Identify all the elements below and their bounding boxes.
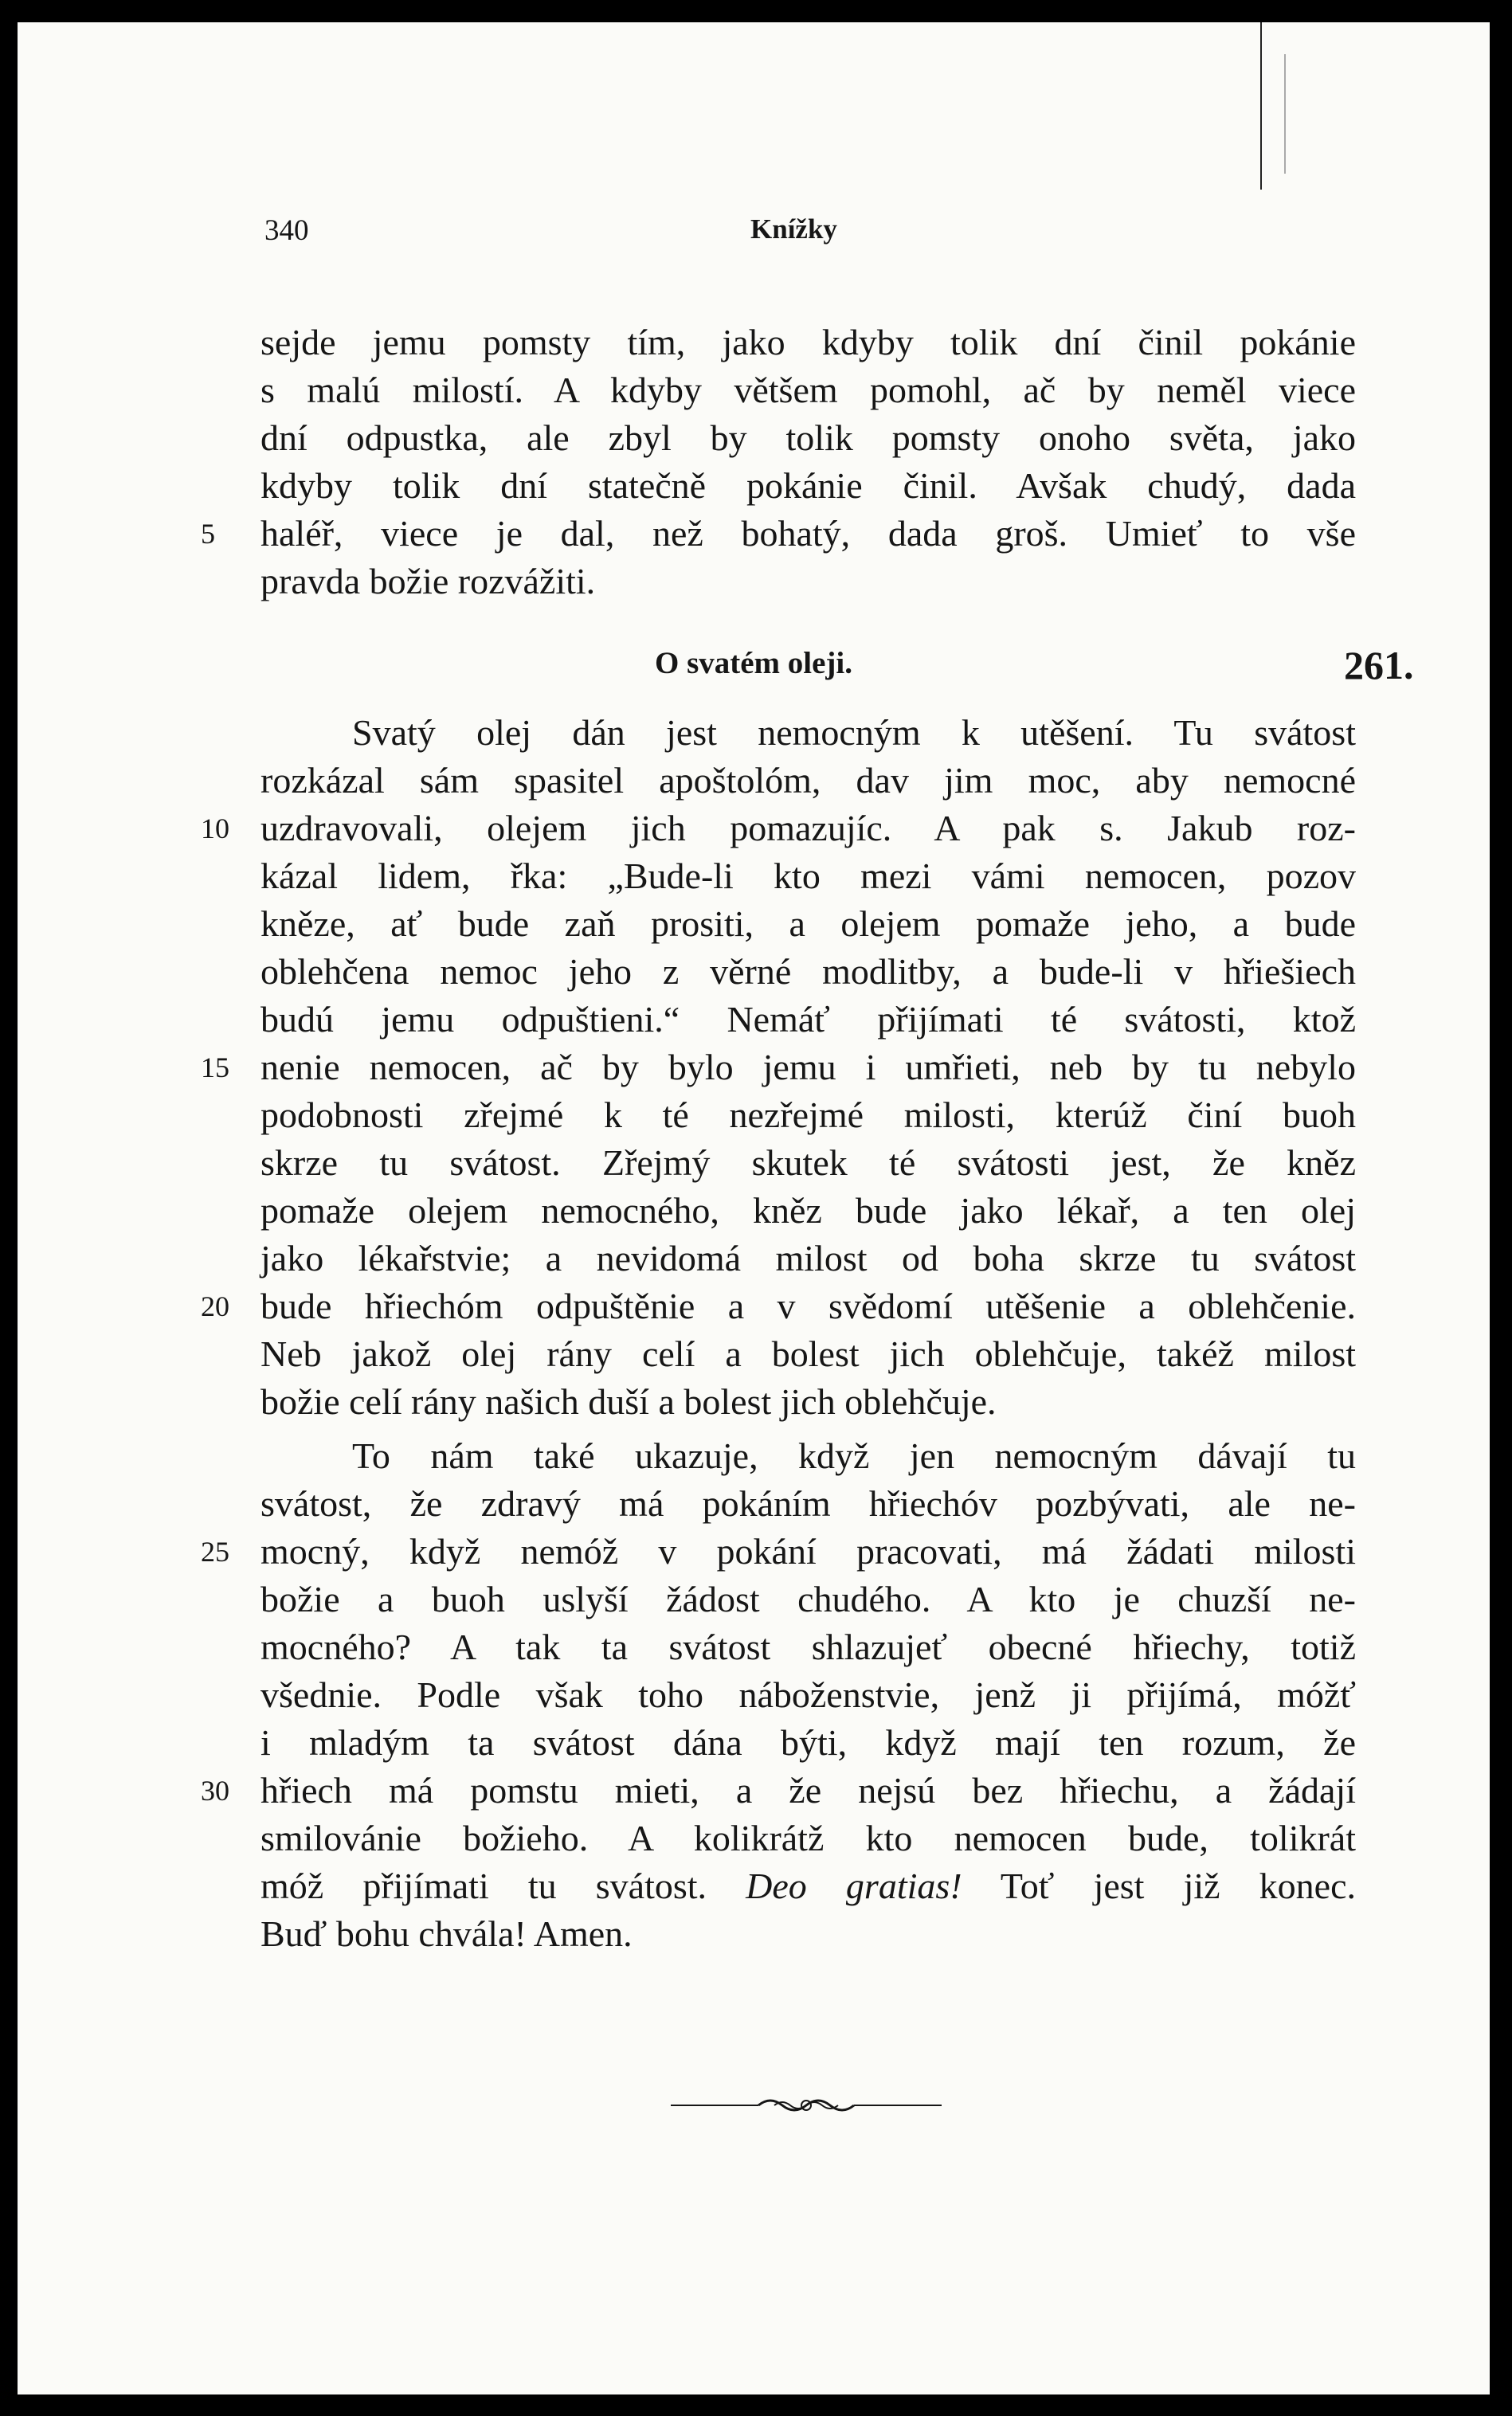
text-line: podobnosti zřejmé k té nezřejmé milosti, kterúž činí buoh (260, 1094, 1356, 1135)
vine-ornament-icon (671, 2089, 942, 2121)
text-line: Buď bohu chvála! Amen. (260, 1913, 633, 1954)
text-line: i mladým ta svátost dána býti, když mají ten rozum, že (260, 1722, 1356, 1763)
text-line: oblehčena nemoc jeho z věrné modlitby, a bude-li v hřiešiech (260, 951, 1356, 992)
text-line: kázal lidem, řka: „Bude-li kto mezi vámi nemocen, pozov (260, 856, 1356, 896)
text-line: nenie nemocen, ač by bylo jemu i umřieti, neb by tu nebylo (260, 1047, 1356, 1087)
text-line (260, 1862, 1356, 1910)
text-line: sejde jemu pomsty tím, jako kdyby tolik dní činil pokánie (260, 322, 1356, 362)
text-line: Neb jakož olej rány celí a bolest jich oblehčuje, takéž milost (260, 1333, 1356, 1374)
line-number: 5 (201, 518, 215, 550)
page-header (18, 213, 1490, 261)
text-line: božie a buoh uslyší žádost chudého. A kto je chuzší ne- (260, 1579, 1356, 1619)
text-line: mocný, když nemóž v pokání pracovati, má žádati milosti (260, 1531, 1356, 1572)
section-heading: O svatém oleji. (654, 646, 852, 680)
page-number: 340 (264, 214, 309, 247)
latin-phrase: Deo gratias! (746, 1866, 962, 1906)
text-line: To nám také ukazuje, když jen nemocným dávají tu (352, 1435, 1356, 1476)
text-line: s malú milostí. A kdyby většem pomohl, ač by neměl viece (260, 370, 1356, 410)
text-line: kdyby tolik dní statečně pokánie činil. Avšak chudý, dada (260, 465, 1356, 506)
text-line: božie celí rány našich duší a bolest jich oblehčuje. (260, 1381, 997, 1422)
running-head: Knížky (750, 213, 837, 245)
text-line: uzdravovali, olejem jich pomazujíc. A pak s. Jakub roz- (260, 808, 1356, 848)
text-line: hřiech má pomstu mieti, a že nejsú bez hřiechu, a žádají (260, 1770, 1356, 1811)
text-line: skrze tu svátost. Zřejmý skutek té svátosti jest, že kněz (260, 1142, 1356, 1183)
line-number: 15 (201, 1051, 229, 1083)
scan-mark (1284, 54, 1286, 174)
text-line: jako lékařstvie; a nevidomá milost od boha skrze tu svátost (260, 1238, 1356, 1278)
line-number: 10 (201, 813, 229, 844)
text-line: haléř, viece je dal, než bohatý, dada groš. Umieť to vše (260, 513, 1356, 554)
line-number: 25 (201, 1536, 229, 1568)
text-line: dní odpustka, ale zbyl by tolik pomsty onoho světa, jako (260, 417, 1356, 458)
text-line: pravda božie rozvážiti. (260, 561, 596, 601)
text-line: svátost, že zdravý má pokáním hřiechóv pozbývati, ale ne- (260, 1483, 1356, 1524)
text-line: mocného? A tak ta svátost shlazujeť obecné hřiechy, totiž (260, 1627, 1356, 1667)
text-segment: móž přijímati tu svátost. (260, 1866, 707, 1906)
scan-mark (1260, 22, 1262, 190)
text-line: smilovánie božieho. A kolikrátž kto nemocen bude, tolikrát (260, 1818, 1356, 1858)
text-line: pomaže olejem nemocného, kněz bude jako lékař, a ten olej (260, 1190, 1356, 1231)
text-line: bude hřiechóm odpuštěnie a v svědomí utěšenie a oblehčenie. (260, 1286, 1356, 1326)
text-line: budú jemu odpuštieni.“ Nemáť přijímati té svátosti, ktož (260, 999, 1356, 1040)
text-segment: Toť jest již konec. (1000, 1866, 1357, 1906)
text-line: rozkázal sám spasitel apoštolóm, dav jim moc, aby nemocné (260, 760, 1356, 801)
text-line: Svatý olej dán jest nemocným k utěšení. Tu svátost (352, 712, 1356, 753)
book-page (18, 22, 1490, 2394)
line-number: 20 (201, 1290, 229, 1322)
section-number: 261. (1344, 643, 1414, 687)
text-line: kněze, ať bude zaň prositi, a olejem pomaže jeho, a bude (260, 903, 1356, 944)
line-number: 30 (201, 1775, 229, 1807)
text-line: všednie. Podle však toho náboženstvie, jenž ji přijímá, móžť (260, 1674, 1356, 1715)
